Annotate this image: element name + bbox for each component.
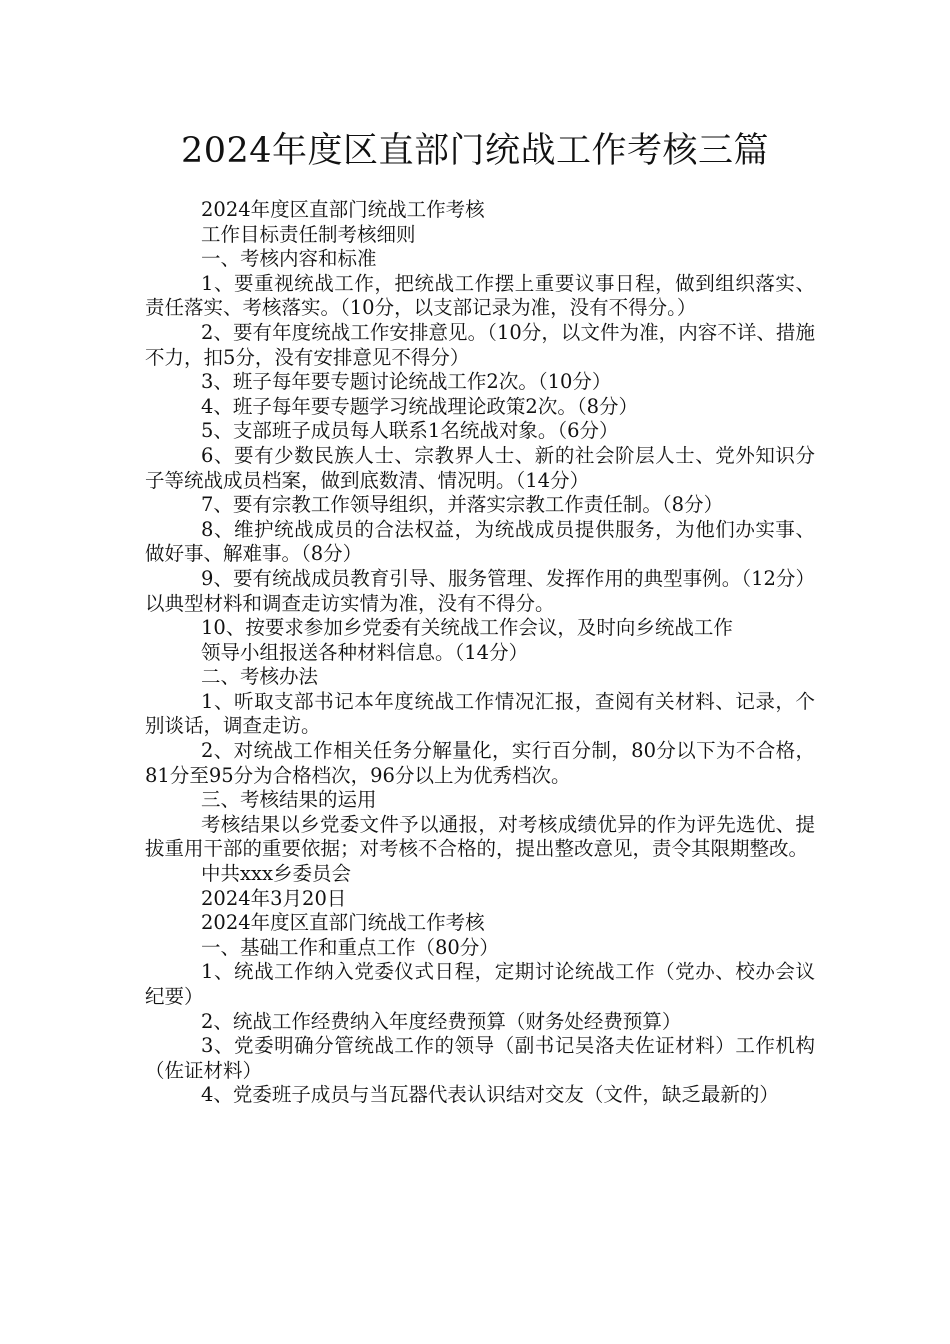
- signature-date: 2024年3月20日: [201, 886, 347, 910]
- section-heading: 一、基础工作和重点工作（80分）: [201, 935, 499, 959]
- document-body: [145, 198, 815, 1108]
- paragraph: 2、统战工作经费纳入年度经费预算（财务处经费预算）: [201, 1009, 682, 1033]
- paragraph: 4、党委班子成员与当瓦器代表认识结对交友（文件，缺乏最新的）: [201, 1083, 779, 1107]
- paragraph: 领导小组报送各种材料信息。（14分）: [201, 640, 529, 664]
- paragraph: 考核结果以乡党委文件予以通报，对考核成绩优异的作为评先选优、提拔重用干部的重要依据；对考核不合格的，提出整改意见，责令其限期整改。: [145, 812, 815, 861]
- paragraph: 6、要有少数民族人士、宗教界人士、新的社会阶层人士、党外知识分子等统战成员档案，做到底数清、情况明。（14分）: [145, 443, 815, 492]
- section-heading: 一、考核内容和标准: [201, 247, 377, 271]
- paragraph: 1、要重视统战工作，把统战工作摆上重要议事日程，做到组织落实、责任落实、考核落实。（10分，以支部记录为准，没有不得分。）: [145, 271, 815, 320]
- document-title: 2024年度区直部门统战工作考核三篇: [180, 131, 770, 171]
- paragraph: 7、要有宗教工作领导组织，并落实宗教工作责任制。（8分）: [201, 493, 724, 517]
- paragraph: 2、要有年度统战工作安排意见。（10分，以文件为准，内容不详、措施不力，扣5分，没有安排意见不得分）: [145, 320, 815, 369]
- paragraph: 3、党委明确分管统战工作的领导（副书记吴洛夫佐证材料）工作机构（佐证材料）: [145, 1034, 815, 1082]
- paragraph-subheading: 工作目标责任制考核细则: [201, 222, 416, 246]
- paragraph: 5、支部班子成员每人联系1名统战对象。（6分）: [201, 419, 619, 443]
- paragraph: 1、统战工作纳入党委仪式日程，定期讨论统战工作（党办、校办会议纪要）: [145, 960, 815, 1008]
- paragraph: 10、按要求参加乡党委有关统战工作会议，及时向乡统战工作: [201, 616, 733, 640]
- paragraph: 2、对统战工作相关任务分解量化，实行百分制，80分以下为不合格，81分至95分为合格档次，96分以上为优秀档次。: [145, 739, 815, 787]
- paragraph: 9、要有统战成员教育引导、服务管理、发挥作用的典型事例。（12分）以典型材料和调查走访实情为准，没有不得分。: [145, 566, 815, 615]
- paragraph: 4、班子每年要专题学习统战理论政策2次。（8分）: [201, 394, 638, 418]
- section-heading: 三、考核结果的运用: [201, 788, 377, 812]
- paragraph: 8、维护统战成员的合法权益，为统战成员提供服务，为他们办实事、做好事、解难事。（8分）: [145, 517, 815, 566]
- section-heading: 二、考核办法: [201, 665, 319, 689]
- signature-organization: 中共xxx乡委员会: [201, 862, 351, 886]
- paragraph: 1、听取支部书记本年度统战工作情况汇报，查阅有关材料、记录，个别谈话，调查走访。: [145, 689, 815, 738]
- paragraph-heading: 2024年度区直部门统战工作考核: [201, 198, 485, 221]
- paragraph-heading: 2024年度区直部门统战工作考核: [201, 911, 485, 935]
- paragraph: 3、班子每年要专题讨论统战工作2次。（10分）: [201, 370, 612, 394]
